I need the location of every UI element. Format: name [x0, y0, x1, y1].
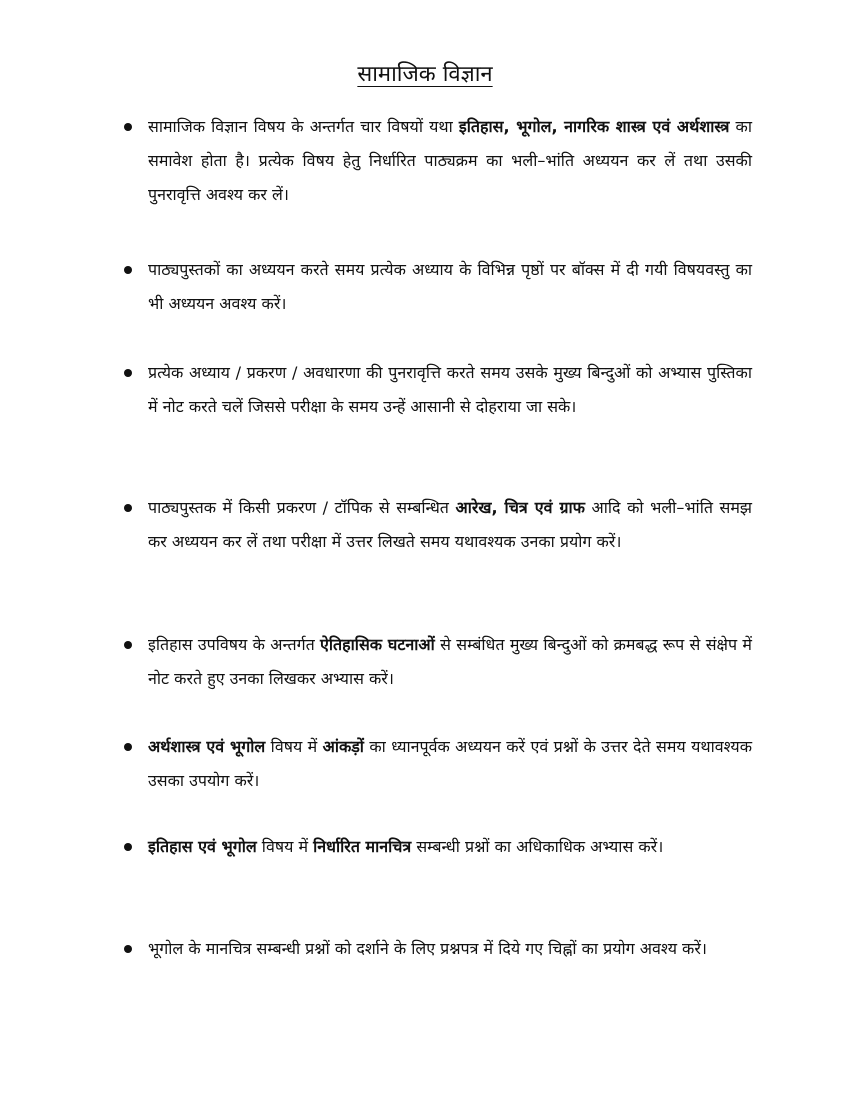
list-item: [124, 356, 752, 424]
bullet-icon: [124, 369, 132, 377]
text-segment: विषय में: [265, 737, 323, 756]
text-segment-bold: आरेख, चित्र एवं ग्राफ: [455, 498, 586, 517]
text-segment-bold: अर्थशास्त्र एवं भूगोल: [148, 737, 266, 756]
list-item: [124, 628, 752, 696]
page-title: [0, 60, 850, 90]
text-segment: से सम्बंधित मुख्य बिन्दुओं को क्रमबद्ध रूप से संक्षेप में नोट करते हुए उनका लिखकर अभ्यास करें।: [148, 635, 752, 688]
bullet-icon: [124, 641, 132, 649]
list-item-text: [148, 932, 752, 966]
list-item-text: [148, 491, 752, 559]
text-segment: का ध्यानपूर्वक अध्ययन करें एवं प्रश्नों के उत्तर देते समय यथावश्यक उसका उपयोग करें।: [148, 737, 752, 790]
bullet-icon: [124, 266, 132, 274]
list-item-text: [148, 628, 752, 696]
bullet-icon: [124, 123, 132, 131]
text-segment: पाठ्यपुस्तक में किसी प्रकरण / टॉपिक से सम्बन्धित: [148, 498, 456, 517]
list-item: [124, 491, 752, 559]
list-item: [124, 110, 752, 212]
list-item: [124, 253, 752, 321]
text-segment: पाठ्यपुस्तकों का अध्ययन करते समय प्रत्येक अध्याय के विभिन्न पृष्ठों पर बॉक्स में दी गयी विषयवस्तु का भी अध्ययन अवश्य करें।: [148, 260, 752, 313]
list-item: [124, 932, 752, 966]
text-segment: प्रत्येक अध्याय / प्रकरण / अवधारणा की पुनरावृत्ति करते समय उसके मुख्य बिन्दुओं को अभ्यास पुस्तिका में नोट करते चलें जिससे परीक्षा के समय उन्हें आसानी से दोहराया जा सके।: [148, 363, 752, 416]
list-item: [124, 830, 752, 864]
text-segment-bold: निर्धारित मानचित्र: [313, 837, 412, 856]
list-item-text: [148, 730, 752, 798]
bullet-icon: [124, 743, 132, 751]
text-segment-bold: ऐतिहासिक घटनाओं: [320, 635, 435, 654]
text-segment: सम्बन्धी प्रश्नों का अधिकाधिक अभ्यास करें।: [411, 837, 664, 856]
text-segment: भूगोल के मानचित्र सम्बन्धी प्रश्नों को दर्शाने के लिए प्रश्नपत्र में दिये गए चिह्नों का प्रयोग अवश्य करें।: [148, 939, 707, 958]
list-item-text: [148, 830, 752, 864]
text-segment-bold: इतिहास एवं भूगोल: [148, 837, 257, 856]
text-segment: सामाजिक विज्ञान विषय के अन्तर्गत चार विषयों यथा: [148, 117, 459, 136]
text-segment-bold: आंकड़ों: [322, 737, 364, 756]
bullet-icon: [124, 945, 132, 953]
text-segment: इतिहास उपविषय के अन्तर्गत: [148, 635, 321, 654]
list-item-text: [148, 253, 752, 321]
text-segment-bold: इतिहास, भूगोल, नागरिक शास्त्र एवं अर्थशास्त्र: [458, 117, 730, 136]
text-segment: का समावेश होता है। प्रत्येक विषय हेतु निर्धारित पाठ्यक्रम का भली–भांति अध्ययन कर लें तथा उसकी पुनरावृत्ति अवश्य कर लें।: [148, 117, 752, 204]
list-item-text: [148, 356, 752, 424]
bullet-icon: [124, 843, 132, 851]
list-item-text: [148, 110, 752, 212]
text-segment: विषय में: [256, 837, 314, 856]
list-item: [124, 730, 752, 798]
page-title-text: सामाजिक विज्ञान: [357, 62, 493, 87]
bullet-icon: [124, 504, 132, 512]
text-segment: आदि को भली–भांति समझ कर अध्ययन कर लें तथा परीक्षा में उत्तर लिखते समय यथावश्यक उनका प्रयोग करें।: [148, 498, 752, 551]
